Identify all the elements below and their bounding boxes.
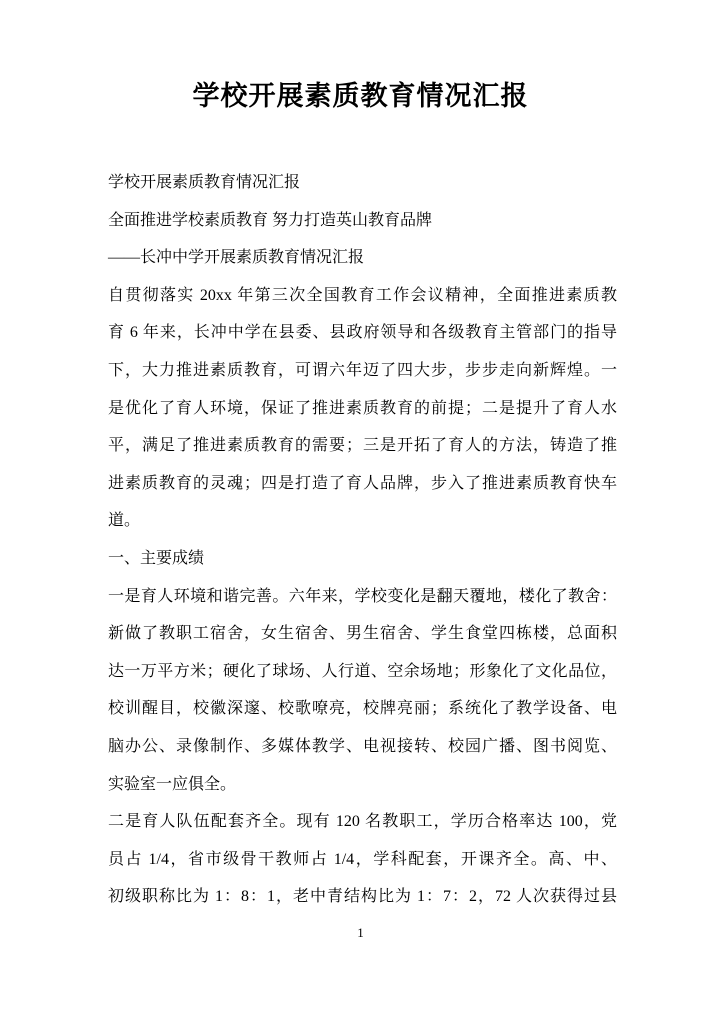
paragraph-line: 自贯彻落实 20xx 年第三次全国教育工作会议精神，全面推进素质教 xyxy=(108,286,617,304)
page-number: 1 xyxy=(357,925,364,940)
paragraph-line: 一、主要成绩 xyxy=(108,549,205,567)
paragraph-line: 实验室一应俱全。 xyxy=(108,775,237,793)
paragraph-line: 员占 1/4，省市级骨干教师占 1/4，学科配套，开课齐全。高、中、 xyxy=(108,850,617,868)
paragraph-line: 学校开展素质教育情况汇报 xyxy=(108,174,301,191)
paragraph-line: 脑办公、录像制作、多媒体教学、电视接转、校园广播、图书阅览、 xyxy=(108,737,617,755)
paragraph-line: 是优化了育人环境，保证了推进素质教育的前提；二是提升了育人水 xyxy=(108,399,617,417)
paragraph-line: 进素质教育的灵魂；四是打造了育人品牌，步入了推进素质教育快车 xyxy=(108,474,617,492)
paragraph xyxy=(108,202,617,240)
paragraph-line: 一是育人环境和谐完善。六年来，学校变化是翻天覆地，楼化了教舍： xyxy=(108,587,617,605)
paragraph-line: 达一万平方米；硬化了球场、人行道、空余场地；形象化了文化品位， xyxy=(108,662,617,680)
paragraph xyxy=(108,540,617,578)
document-title: 学校开展素质教育情况汇报 xyxy=(192,81,529,111)
paragraph-line: 新做了教职工宿舍，女生宿舍、男生宿舍、学生食堂四栋楼，总面积 xyxy=(108,625,617,643)
paragraph-line: 道。 xyxy=(108,512,141,530)
paragraph-line: 校训醒目，校徽深邃、校歌嘹亮，校牌亮丽；系统化了教学设备、电 xyxy=(108,700,617,718)
paragraph xyxy=(108,578,617,804)
paragraph-line: 平，满足了推进素质教育的需要；三是开拓了育人的方法，铸造了推 xyxy=(108,437,617,455)
paragraph xyxy=(108,803,617,916)
paragraph-line: 二是育人队伍配套齐全。现有 120 名教职工，学历合格率达 100，党 xyxy=(108,813,617,831)
paragraph-line: 育 6 年来，长冲中学在县委、县政府领导和各级教育主管部门的指导 xyxy=(108,324,617,342)
paragraph-line: 下，大力推进素质教育，可谓六年迈了四大步，步步走向新辉煌。一 xyxy=(108,361,617,379)
paragraph-line: ——长冲中学开展素质教育情况汇报 xyxy=(108,249,365,267)
paragraph-line: 全面推进学校素质教育 努力打造英山教育品牌 xyxy=(108,211,433,229)
paragraph xyxy=(108,239,617,277)
paragraph xyxy=(108,164,617,202)
document-body xyxy=(108,164,617,916)
page-footer xyxy=(0,924,721,942)
paragraph-line: 初级职称比为 1：8：1，老中青结构比为 1：7：2，72 人次获得过县 xyxy=(108,888,617,906)
paragraph xyxy=(108,277,617,540)
